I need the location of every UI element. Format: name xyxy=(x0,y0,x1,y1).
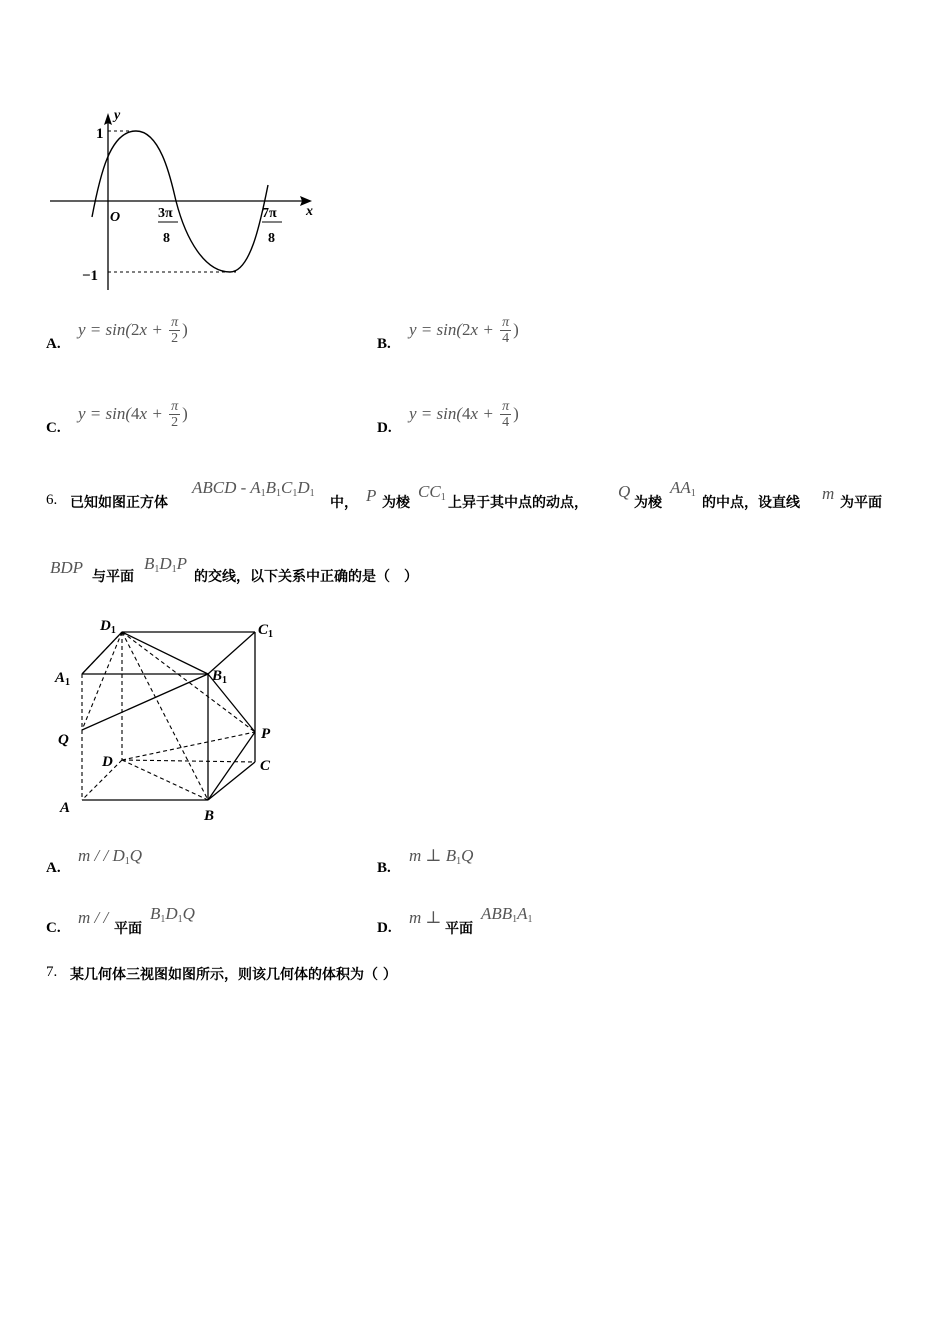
expr: m ⊥ B xyxy=(409,846,457,865)
cube-name: ABCD - $A_1B_1C_1D_1$ xyxy=(192,478,315,499)
point-q-label: Q xyxy=(58,732,69,748)
plane-b1d1q-q: Q xyxy=(182,904,195,923)
x-plus: x + xyxy=(470,403,499,423)
edge-aa1-main: AA xyxy=(670,478,691,497)
stem-text: 中， xyxy=(330,495,358,511)
plane-bdp: BDP xyxy=(50,558,84,577)
stem-text: 的交线，以下关系中正确的是（ ） xyxy=(194,569,418,585)
tail: Q xyxy=(129,846,143,865)
q6-option-a[interactable] xyxy=(46,842,346,878)
coef: 2 xyxy=(462,319,471,339)
option-label: A. xyxy=(46,336,61,352)
fn-prefix: y = sin( xyxy=(409,403,463,423)
frac-den: 2 xyxy=(171,331,179,346)
vertex-c: C xyxy=(260,758,271,774)
frac-den: 4 xyxy=(502,331,510,346)
y-min-label: −1 xyxy=(82,268,99,284)
q6-option-c[interactable] xyxy=(46,902,346,938)
edge-cc1-main: CC xyxy=(418,482,441,501)
vertex-d1: $D_1$ xyxy=(100,618,116,636)
point-p: P xyxy=(366,486,377,505)
x-plus: x + xyxy=(139,319,168,339)
origin-label: O xyxy=(110,210,121,225)
sub: 1 xyxy=(171,564,177,575)
q6-stem-line2 xyxy=(46,554,906,588)
option-formula xyxy=(409,846,473,867)
plane-abb1a1: $ABB_1A_1$ xyxy=(481,904,533,925)
tick1-num: 3π xyxy=(158,206,173,221)
tick1-den: 8 xyxy=(163,231,170,246)
sub: 1 xyxy=(527,914,533,925)
edge-aa1 xyxy=(670,478,696,499)
sub: 1 xyxy=(512,914,518,925)
sub: 1 xyxy=(456,856,462,867)
sub: 1 xyxy=(154,564,160,575)
q7-stem xyxy=(46,962,906,986)
stem-text: 上异于其中点的动点， xyxy=(448,495,588,511)
stem-text: 为棱 xyxy=(634,495,662,511)
expr: m / / D xyxy=(78,846,125,865)
tick2-den: 8 xyxy=(268,231,275,246)
tick2-num: 7π xyxy=(262,206,277,221)
sub: 1 xyxy=(276,488,282,499)
option-formula xyxy=(409,316,519,346)
option-cn: 平面 xyxy=(114,921,142,937)
close-paren: ) xyxy=(182,319,188,339)
sub: 1 xyxy=(260,488,266,499)
option-formula: m / / xyxy=(78,908,109,927)
frac-num: π xyxy=(171,315,179,330)
vertex-a1: $A_1$ xyxy=(55,670,71,688)
point-q: Q xyxy=(618,482,631,501)
frac-den: 4 xyxy=(502,415,510,430)
edge-cc1 xyxy=(418,482,446,503)
close-paren: ) xyxy=(182,403,188,423)
option-label: C. xyxy=(46,420,61,436)
option-label: A. xyxy=(46,860,61,876)
sine-graph-figure xyxy=(40,105,330,295)
option-label: D. xyxy=(377,920,392,936)
cube-figure xyxy=(50,610,290,830)
x-axis-label: x xyxy=(306,204,313,219)
vertex-b1: $B_1$ xyxy=(212,668,228,686)
fn-prefix: y = sin( xyxy=(409,319,463,339)
stem-text: 为棱 xyxy=(382,495,410,511)
q5-option-c[interactable] xyxy=(46,396,346,444)
sub: 1 xyxy=(690,488,696,499)
q6-option-b[interactable] xyxy=(377,842,677,878)
option-label: B. xyxy=(377,860,391,876)
sub: 1 xyxy=(177,914,183,925)
x-plus: x + xyxy=(470,319,499,339)
tail: Q xyxy=(461,846,474,865)
q6-stem-line1 xyxy=(46,478,906,514)
fn-prefix: y = sin( xyxy=(78,403,132,423)
sub: 1 xyxy=(160,914,166,925)
frac-num: π xyxy=(502,315,510,330)
close-paren: ) xyxy=(513,403,519,423)
line-m: m xyxy=(822,484,835,503)
q5-option-b[interactable] xyxy=(377,312,677,360)
option-label: C. xyxy=(46,920,61,936)
frac-num: π xyxy=(502,399,510,414)
coef: 4 xyxy=(462,403,471,423)
option-cn: 平面 xyxy=(445,921,473,937)
question-number: 6. xyxy=(46,492,58,508)
sub: 1 xyxy=(124,856,130,867)
sub: 1 xyxy=(292,488,298,499)
plane-b1d1p-p: P xyxy=(176,554,188,573)
stem-text: 已知如图正方体 xyxy=(70,495,168,511)
vertex-d: D xyxy=(102,754,113,770)
point-p-label: P xyxy=(261,726,271,742)
q6-option-d[interactable] xyxy=(377,902,677,938)
sub: 1 xyxy=(440,492,446,503)
vertex-c1: $C_1$ xyxy=(258,622,274,640)
vertex-b: B xyxy=(204,808,215,824)
stem-text: 与平面 xyxy=(92,569,134,585)
close-paren: ) xyxy=(513,319,519,339)
option-label: B. xyxy=(377,336,391,352)
option-formula xyxy=(78,846,142,867)
plane-b1d1q: $B_1D_1Q$ xyxy=(150,904,195,925)
frac-num: π xyxy=(171,399,179,414)
x-plus: x + xyxy=(139,403,168,423)
y-max-label: 1 xyxy=(96,126,104,142)
fn-prefix: y = sin( xyxy=(78,319,132,339)
stem-text: 的中点，设直线 xyxy=(702,495,800,511)
vertex-a: A xyxy=(60,800,71,816)
stem-text: 某几何体三视图如图所示，则该几何体的体积为（ ） xyxy=(70,967,397,983)
option-formula: m ⊥ xyxy=(409,908,442,927)
question-number: 7. xyxy=(46,964,58,980)
frac-den: 2 xyxy=(171,415,179,430)
plane-b1d1p: $B_1D_1P$ xyxy=(144,554,188,575)
option-formula xyxy=(409,400,519,430)
y-axis-label: y xyxy=(114,108,121,123)
coef: 4 xyxy=(131,403,140,423)
stem-text: 为平面 xyxy=(840,495,882,511)
sub: 1 xyxy=(309,488,315,499)
cube-name-main: ABCD - A xyxy=(192,478,261,497)
coef: 2 xyxy=(131,319,140,339)
option-formula xyxy=(78,316,188,346)
option-formula xyxy=(78,400,188,430)
q5-option-a[interactable] xyxy=(46,312,346,360)
option-label: D. xyxy=(377,420,392,436)
q5-option-d[interactable] xyxy=(377,396,677,444)
